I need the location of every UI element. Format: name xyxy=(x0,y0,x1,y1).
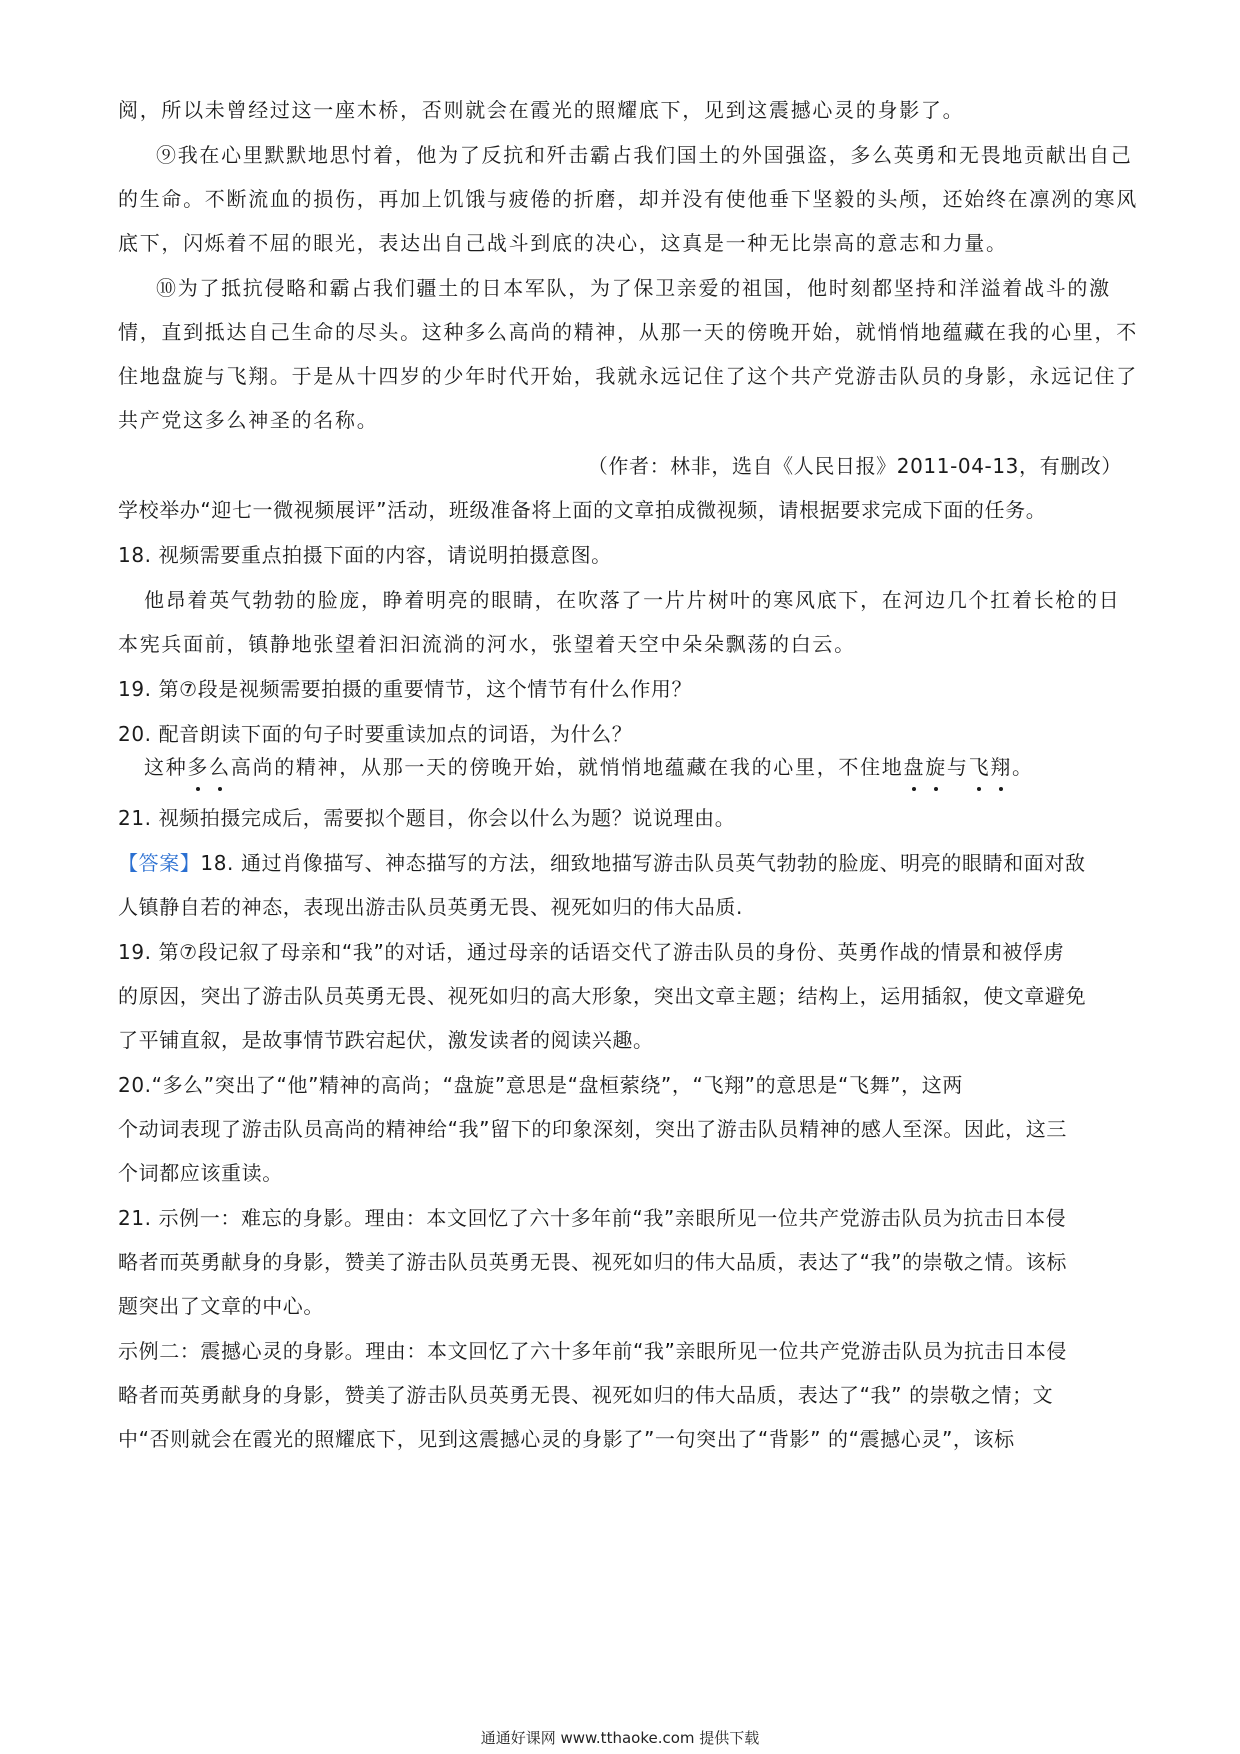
question-19: 19. 第⑦段是视频需要拍摄的重要情节，这个情节有什么作用？ xyxy=(118,677,693,701)
emphasis-dot-word: 多 xyxy=(187,750,209,784)
answer-tag: 【答案】 xyxy=(118,851,201,875)
answer-19-line: 了平铺直叙，是故事情节跌宕起伏，激发读者的阅读兴趣。 xyxy=(118,1028,654,1052)
question-18-quote: 他昂着英气勃勃的脸庞，睁着明亮的眼睛，在吹落了一片片树叶的寒风底下，在河边几个扛着长枪的日 xyxy=(144,588,1121,612)
paragraph-10-line: 共产党这多么神圣的名称。 xyxy=(118,408,379,432)
task-intro: 学校举办“迎七一微视频展评”活动，班级准备将上面的文章拍成微视频，请根据要求完成下面的任务。 xyxy=(118,498,1047,522)
question-20: 20. 配音朗读下面的句子时要重读加点的词语，为什么？ xyxy=(118,722,633,746)
question-21: 21. 视频拍摄完成后，需要拟个题目，你会以什么为题？说说理由。 xyxy=(118,806,736,830)
paragraph-10-line: 情，直到抵达自己生命的尽头。这种多么高尚的精神，从那一天的傍晚开始，就悄悄地蕴藏在我的心里，不 xyxy=(118,320,1138,344)
passage-line: 阅，所以未曾经过这一座木桥，否则就会在霞光的照耀底下，见到这震撼心灵的身影了。 xyxy=(118,98,965,122)
page-footer: 通通好课网 www.tthaoke.com 提供下载 xyxy=(480,1729,760,1747)
source-citation: （作者：林非，选自《人民日报》2011-04-13，有删改） xyxy=(587,454,1122,478)
answer-21-line: 题突出了文章的中心。 xyxy=(118,1294,324,1318)
answer-20-line: 20.“多么”突出了“他”精神的高尚；“盘旋”意思是“盘桓萦绕”，“飞翔”的意思是“飞舞”，这两 xyxy=(118,1073,963,1097)
answer-21-example-2-line: 中“否则就会在霞光的照耀底下，见到这震撼心灵的身影了”一句突出了“背影” 的“震撼心灵”，该标 xyxy=(118,1427,1015,1451)
emphasis-dot-word: 翔 xyxy=(990,750,1012,784)
answer-20-line: 个词都应该重读。 xyxy=(118,1161,283,1185)
question-20-quote: 这种多么高尚的精神，从那一天的傍晚开始，就悄悄地蕴藏在我的心里，不住地盘旋与飞翔。 xyxy=(144,750,1158,784)
answer-21-example-2-line: 示例二：震撼心灵的身影。理由：本文回忆了六十多年前“我”亲眼所见一位共产党游击队员为抗击日本侵 xyxy=(118,1339,1067,1363)
answer-21-example-2-line: 略者而英勇献身的身影，赞美了游击队员英勇无畏、视死如归的伟大品质，表达了“我” 的崇敬之情；文 xyxy=(118,1383,1054,1407)
answer-21-line: 略者而英勇献身的身影，赞美了游击队员英勇无畏、视死如归的伟大品质，表达了“我”的崇敬之情。该标 xyxy=(118,1250,1067,1274)
paragraph-10-line: ⑩为了抵抗侵略和霸占我们疆土的日本军队，为了保卫亲爱的祖国，他时刻都坚持和洋溢着战斗的激 xyxy=(156,276,1111,300)
answer-19-line: 19. 第⑦段记叙了母亲和“我”的对话，通过母亲的话语交代了游击队员的身份、英勇作战的情景和被俘虏 xyxy=(118,940,1065,964)
answer-20-line: 个动词表现了游击队员高尚的精神给“我”留下的印象深刻，突出了游击队员精神的感人至深。因此，这三 xyxy=(118,1117,1067,1141)
paragraph-9-line: 底下，闪烁着不屈的眼光，表达出自己战斗到底的决心，这真是一种无比崇高的意志和力量。 xyxy=(118,231,1008,255)
paragraph-9-line: 的生命。不断流血的损伤，再加上饥饿与疲倦的折磨，却并没有使他垂下坚毅的头颅，还始终在凛冽的寒风 xyxy=(118,187,1138,211)
emphasis-dot-word: 盘 xyxy=(904,750,926,784)
answer-18-line: 【答案】18. 通过肖像描写、神态描写的方法，细致地描写游击队员英气勃勃的脸庞、明亮的眼睛和面对敌 xyxy=(118,851,1086,875)
emphasis-dot-word: 么 xyxy=(209,750,231,784)
emphasis-dot-word: 飞 xyxy=(969,750,991,784)
answer-18-line: 人镇静自若的神态，表现出游击队员英勇无畏、视死如归的伟大品质. xyxy=(118,895,743,919)
emphasis-dot-word: 旋 xyxy=(925,750,947,784)
paragraph-9-line: ⑨我在心里默默地思忖着，他为了反抗和歼击霸占我们国土的外国强盗，多么英勇和无畏地贡献出自己 xyxy=(156,143,1133,167)
paragraph-10-line: 住地盘旋与飞翔。于是从十四岁的少年时代开始，我就永远记住了这个共产党游击队员的身影，永远记住了 xyxy=(118,364,1138,388)
answer-19-line: 的原因，突出了游击队员英勇无畏、视死如归的高大形象，突出文章主题；结构上，运用插叙，使文章避免 xyxy=(118,984,1087,1008)
question-18: 18. 视频需要重点拍摄下面的内容，请说明拍摄意图。 xyxy=(118,543,612,567)
question-18-quote: 本宪兵面前，镇静地张望着汩汩流淌的河水，张望着天空中朵朵飘荡的白云。 xyxy=(118,632,856,656)
answer-21-line: 21. 示例一：难忘的身影。理由：本文回忆了六十多年前“我”亲眼所见一位共产党游击队员为抗击日本侵 xyxy=(118,1206,1067,1230)
